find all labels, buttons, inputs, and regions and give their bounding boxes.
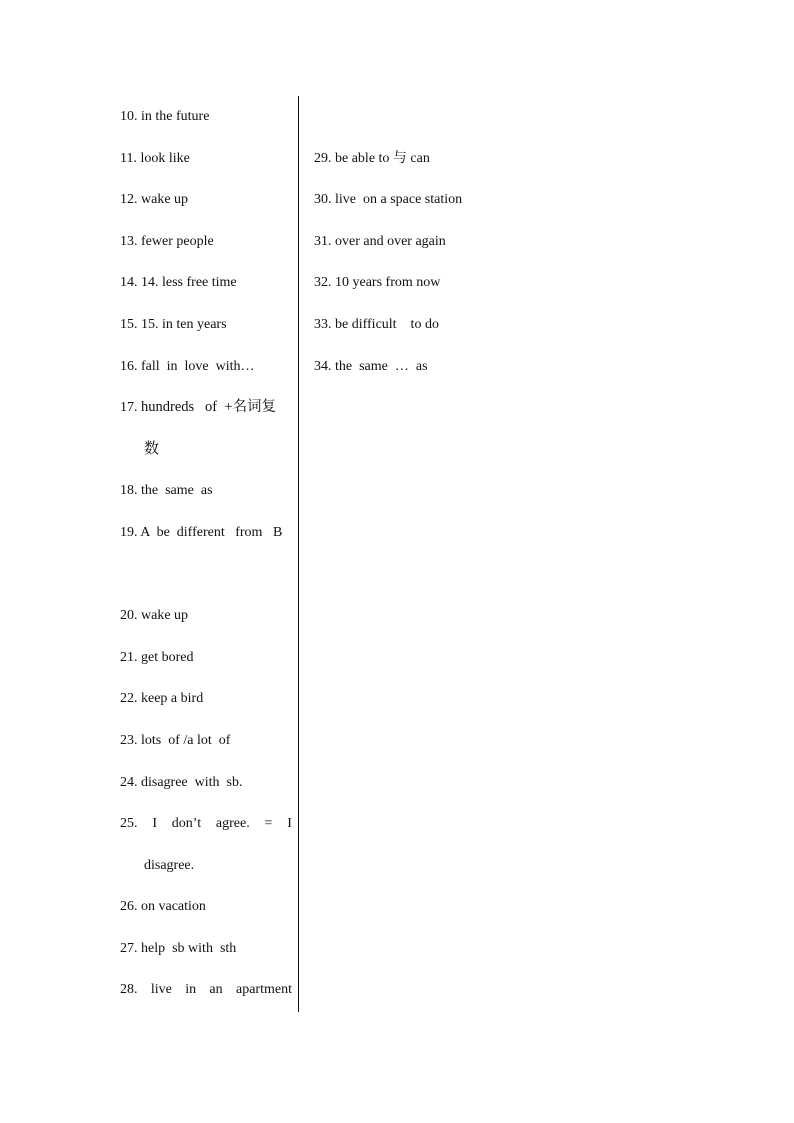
list-item: 22. keep a bird: [120, 691, 204, 707]
list-item: 33. be difficult to do: [314, 316, 439, 332]
list-item: 31. over and over again: [314, 233, 446, 249]
list-item: 19. A be different from B: [120, 524, 283, 540]
list-item: 11. look like: [120, 150, 190, 166]
list-item: 18. the same as: [120, 483, 213, 499]
list-item: 29. be able to 与 can: [314, 150, 430, 166]
left-column: [120, 96, 292, 1011]
list-item: 23. lots of /a lot of: [120, 732, 231, 748]
list-item: 12. wake up: [120, 192, 189, 208]
list-item: 20. wake up: [120, 608, 189, 624]
list-item: 21. get bored: [120, 649, 194, 665]
list-item: 14. 14. less free time: [120, 275, 237, 291]
list-item: 17. hundreds of +名词复 数: [120, 399, 277, 457]
list-item: 24. disagree with sb.: [120, 774, 243, 790]
list-item: 15. 15. in ten years: [120, 316, 227, 332]
list-item: 25. I don’t agree. = I disagree.: [120, 816, 292, 873]
list-item: 27. help sb with sth: [120, 940, 237, 956]
list-item: 26. on vacation: [120, 899, 206, 915]
list-item: 30. live on a space station: [314, 192, 463, 208]
list-item: 34. the same … as: [314, 358, 428, 374]
list-item: 10. in the future: [120, 109, 210, 124]
column-divider: [298, 96, 299, 1012]
blank-line: [120, 554, 292, 596]
right-column: [314, 96, 514, 387]
list-item: 16. fall in love with…: [120, 358, 255, 374]
list-item: 28. live in an apartment: [120, 982, 292, 998]
list-item: 13. fewer people: [120, 233, 214, 249]
list-item: 32. 10 years from now: [314, 275, 441, 291]
blank-line: [314, 96, 514, 138]
